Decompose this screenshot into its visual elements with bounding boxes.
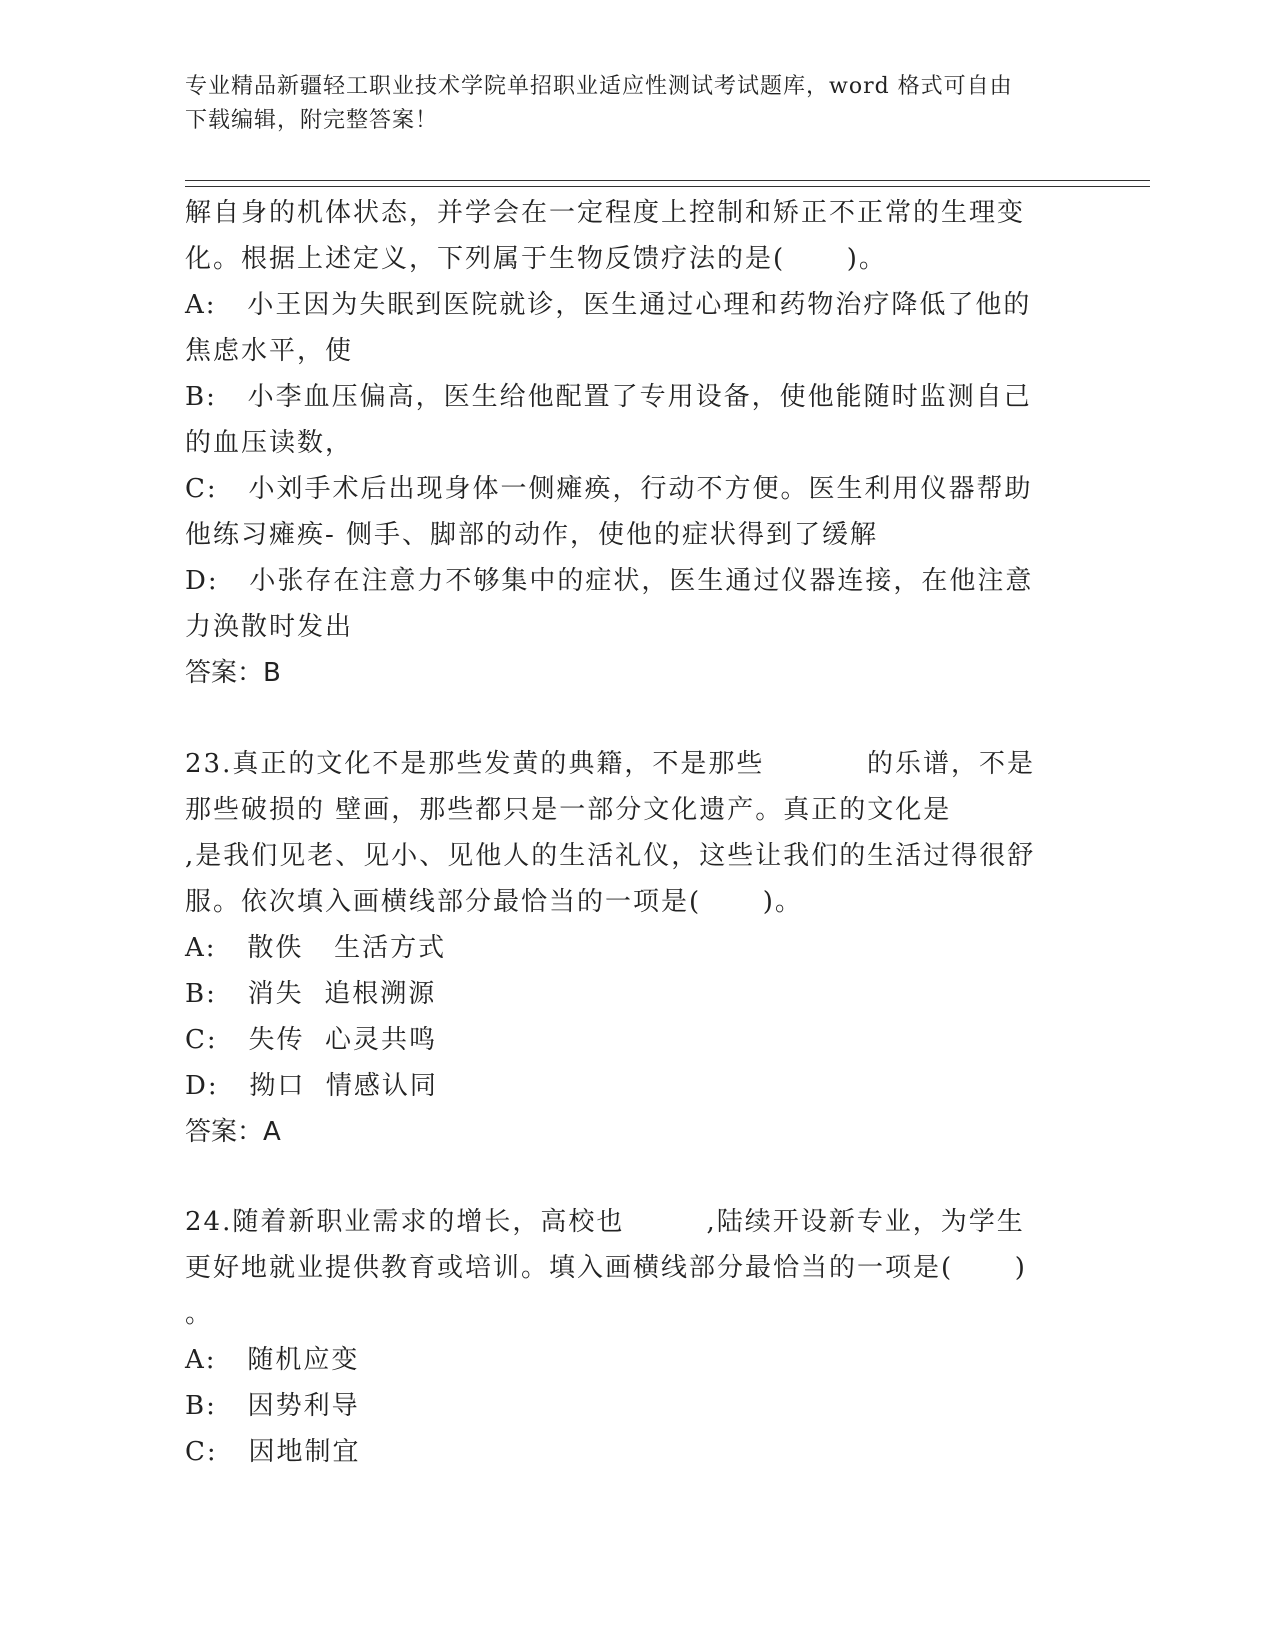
question-stem-line: ,是我们见老、见小、见他人的生活礼仪，这些让我们的生活过得很舒 xyxy=(185,841,1036,871)
option-b: B: 小李血压偏高，医生给他配置了专用设备，使他能随时监测自己 xyxy=(185,382,1032,412)
document-body xyxy=(185,190,1085,1475)
spacer xyxy=(185,1155,1085,1199)
spacer xyxy=(185,696,1085,741)
question-stem-line: 23.真正的文化不是那些发黄的典籍，不是那些 的乐谱，不是 xyxy=(185,749,1035,779)
option-d: D: 小张存在注意力不够集中的症状，医生通过仪器连接，在他注意 xyxy=(185,566,1034,596)
question-stem-line: 。 xyxy=(185,1299,214,1329)
question-stem-line: 那些破损的 壁画，那些都只是一部分文化遗产。真正的文化是 xyxy=(185,795,952,825)
option-b-continued: 的血压读数， xyxy=(185,428,354,458)
answer-label: 答案：A xyxy=(185,1117,281,1147)
question-stem-line: 服。依次填入画横线部分最恰当的一项是( )。 xyxy=(185,887,803,917)
document-header xyxy=(185,70,1065,138)
option-c: C: 因地制宜 xyxy=(185,1437,361,1467)
option-c: C: 小刘手术后出现身体一侧瘫痪，行动不方便。医生利用仪器帮助 xyxy=(185,474,1033,504)
option-c: C: 失传 心灵共鸣 xyxy=(185,1025,437,1055)
question-22 xyxy=(185,190,1085,696)
option-a: A: 小王因为失眠到医院就诊，医生通过心理和药物治疗降低了他的 xyxy=(185,290,1032,320)
option-a: A: 随机应变 xyxy=(185,1345,360,1375)
option-d: D: 拗口 情感认同 xyxy=(185,1071,438,1101)
option-a: A: 散佚 生活方式 xyxy=(185,933,447,963)
option-b: B: 因势利导 xyxy=(185,1391,360,1421)
option-a-continued: 焦虑水平，使 xyxy=(185,336,354,366)
option-c-continued: 他练习瘫痪- 侧手、脚部的动作，使他的症状得到了缓解 xyxy=(185,520,879,550)
option-d-continued: 力涣散时发出 xyxy=(185,612,354,642)
header-rule-top xyxy=(185,180,1150,181)
option-b: B: 消失 追根溯源 xyxy=(185,979,437,1009)
question-23 xyxy=(185,741,1085,1155)
header-line-2: 下载编辑，附完整答案！ xyxy=(185,108,439,133)
answer-label: 答案：B xyxy=(185,658,281,688)
header-rule-bottom xyxy=(185,186,1150,187)
question-stem-line: 化。根据上述定义，下列属于生物反馈疗法的是( )。 xyxy=(185,244,887,274)
question-stem-line: 24.随着新职业需求的增长，高校也 ,陆续开设新专业，为学生 xyxy=(185,1207,1025,1237)
header-line-1: 专业精品新疆轻工职业技术学院单招职业适应性测试考试题库，word 格式可自由 xyxy=(185,74,1013,99)
question-24 xyxy=(185,1199,1085,1475)
question-stem-line: 更好地就业提供教育或培训。填入画横线部分最恰当的一项是( ) xyxy=(185,1253,1027,1283)
question-stem-line: 解自身的机体状态，并学会在一定程度上控制和矫正不正常的生理变 xyxy=(185,198,1026,228)
